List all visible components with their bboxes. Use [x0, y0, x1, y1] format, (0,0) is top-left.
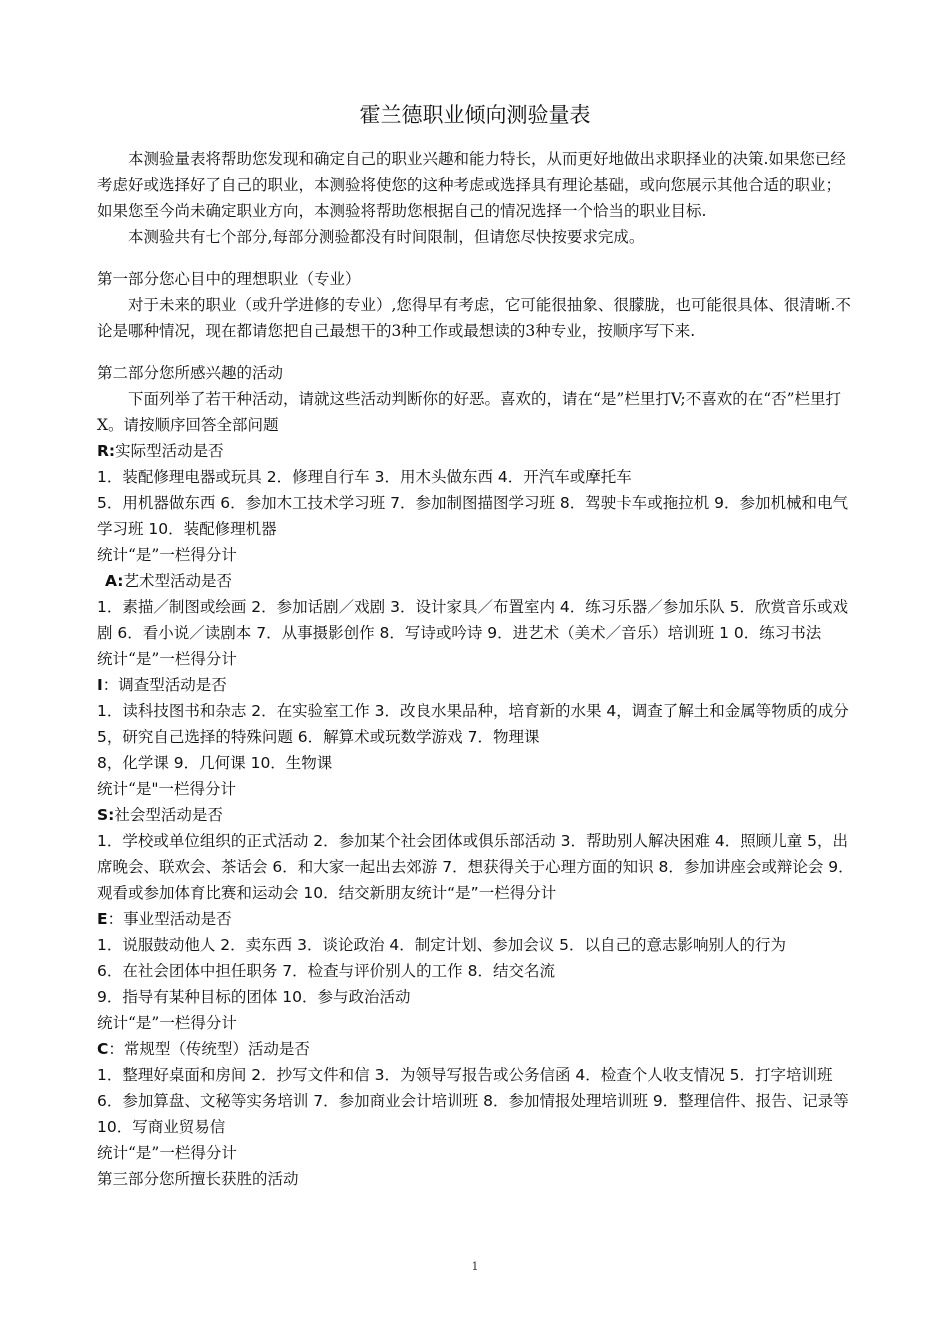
section-e-label: E: [97, 910, 108, 928]
section-a-label: A:: [105, 572, 124, 590]
section-s-title: [97, 802, 855, 828]
page-number: 1: [471, 1260, 479, 1273]
section-i-label: I: [97, 676, 103, 694]
section-r-line-1: 1．装配修理电器或玩具 2．修理自行车 3．用木头做东西 4．开汽车或摩托车: [97, 468, 632, 486]
section-r-line-2: 5．用机器做东西 6．参加木工技术学习班 7．参加制图描图学习班 8．驾驶卡车或拖拉机 9．参加机械和电气学习班 10．装配修理机器: [97, 494, 849, 538]
document-body: [97, 146, 855, 1192]
part1-text: 对于未来的职业（或升学进修的专业）,您得早有考虑，它可能很抽象、很朦胧，也可能很具体、很清晰.不论是哪种情况，现在都请您把自己最想干的3种工作或最想读的3种专业，按顺序写下来.: [97, 296, 851, 340]
part3-heading: 第三部分您所擅长获胜的活动: [97, 1170, 299, 1188]
section-a-title: [97, 568, 855, 594]
section-s-line-1: 1．学校或单位组织的正式活动 2．参加某个社会团体或俱乐部活动 3．帮助别人解决困难 4．照顾儿童 5，出席晚会、联欢会、茶话会 6．和大家一起出去郊游 7．想获得关于心理方面的知识 8．参加讲座会或辩论会 9．观看或参加体育比赛和运动会 10．结交新朋友统计“是”一栏得分计: [97, 832, 854, 902]
section-r-tally: 统计“是”一栏得分计: [97, 546, 237, 564]
section-c-tally: 统计“是”一栏得分计: [97, 1144, 237, 1162]
section-e-name: ：事业型活动是否: [107, 910, 232, 928]
section-a-line-1: 1．素描／制图或绘画 2．参加话剧／戏剧 3．设计家具／布置室内 4．练习乐器／参加乐队 5．欣赏音乐或戏剧 6．看小说／读剧本 7．从事摄影创作 8．写诗或吟诗 9．进艺术（美术／音乐）培训班 1 0．练习书法: [97, 598, 849, 642]
section-e-title: [97, 906, 855, 932]
section-s-label: S:: [97, 806, 115, 824]
section-c-name: ：常规型（传统型）活动是否: [108, 1040, 310, 1058]
section-i-name: ：调查型活动是否: [102, 676, 227, 694]
section-s-name: 社会型活动是否: [114, 806, 223, 824]
section-a-name: 艺术型活动是否: [123, 572, 232, 590]
section-r-label: R:: [97, 442, 116, 460]
part1-heading: 第一部分您心目中的理想职业（专业）: [97, 270, 361, 288]
intro-paragraph-1: 本测验量表将帮助您发现和确定自己的职业兴趣和能力特长，从而更好地做出求职择业的决策.如果您已经考虑好或选择好了自己的职业，本测验将使您的这种考虑或选择具有理论基础，或向您展示其他合适的职业；如果您至今尚未确定职业方向，本测验将帮助您根据自己的情况选择一个恰当的职业目标.: [97, 150, 846, 220]
intro-paragraph-2: 本测验共有七个部分,每部分测验都没有时间限制，但请您尽快按要求完成。: [128, 228, 645, 246]
section-i-line-2: 8，化学课 9．几何课 10．生物课: [97, 754, 333, 772]
section-c-label: C: [97, 1040, 109, 1058]
part2-heading: 第二部分您所感兴趣的活动: [97, 364, 284, 382]
part2-instructions: 下面列举了若干种活动，请就这些活动判断你的好恶。喜欢的，请在“是”栏里打V;不喜欢的在“否”栏里打X。请按顺序回答全部问题: [97, 390, 842, 434]
section-i-line-1: 1．读科技图书和杂志 2．在实验室工作 3．改良水果品种，培育新的水果 4，调查了解土和金属等物质的成分 5，研究自己选择的特殊问题 6．解算术或玩数学游戏 7．物理课: [97, 702, 849, 746]
section-c-title: [97, 1036, 855, 1062]
section-e-line-2: 6．在社会团体中担任职务 7．检查与评价别人的工作 8．结交名流: [97, 962, 555, 980]
section-c-line-1: 1．整理好桌面和房间 2．抄写文件和信 3．为领导写报告或公务信函 4．检查个人收支情况 5．打字培训班 6．参加算盘、文秘等实务培训 7．参加商业会计培训班 8．参加情报处理培训班 9．整理信件、报告、记录等 10．写商业贸易信: [97, 1066, 849, 1136]
page-title: 霍兰德职业倾向测验量表: [359, 103, 591, 127]
section-i-title: [97, 672, 855, 698]
section-a-tally: 统计“是”一栏得分计: [97, 650, 237, 668]
section-i-tally: 统计“是"一栏得分计: [97, 780, 237, 798]
section-e-line-1: 1．说服鼓动他人 2．卖东西 3．谈论政治 4．制定计划、参加会议 5．以自己的意志影响别人的行为: [97, 936, 787, 954]
section-r-title: [97, 438, 855, 464]
section-r-name: 实际型活动是否: [115, 442, 224, 460]
section-e-tally: 统计“是”一栏得分计: [97, 1014, 237, 1032]
section-e-line-3: 9．指导有某种目标的团体 10．参与政治活动: [97, 988, 411, 1006]
